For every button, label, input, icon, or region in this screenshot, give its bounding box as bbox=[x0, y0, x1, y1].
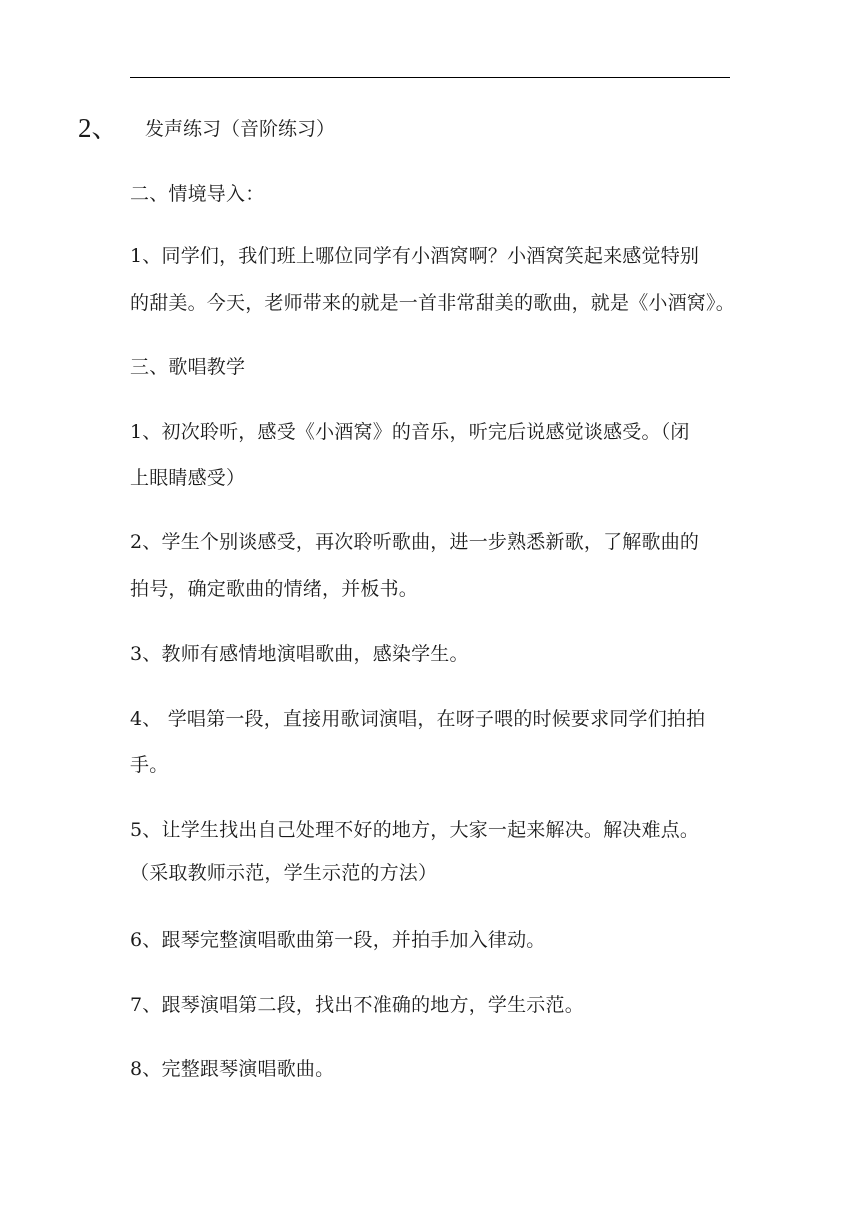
paragraph-line: 1、同学们，我们班上哪位同学有小酒窝啊？小酒窝笑起来感觉特别 bbox=[130, 245, 700, 267]
paragraph-line: 1、初次聆听，感受《小酒窝》的音乐，听完后说感觉谈感受。（闭 bbox=[130, 421, 690, 443]
paragraph-line: 拍号，确定歌曲的情绪，并板书。 bbox=[130, 578, 419, 600]
section-title: 发声练习（音阶练习） bbox=[145, 118, 336, 140]
paragraph-line: 3、教师有感情地演唱歌曲，感染学生。 bbox=[130, 643, 469, 665]
paragraph-line: 8、完整跟琴演唱歌曲。 bbox=[130, 1058, 335, 1080]
paragraph-line: （采取教师示范，学生示范的方法） bbox=[130, 862, 438, 884]
paragraph-line: 6、跟琴完整演唱歌曲第一段，并拍手加入律动。 bbox=[130, 929, 546, 951]
paragraph-line: 2、学生个别谈感受，再次聆听歌曲，进一步熟悉新歌，了解歌曲的 bbox=[130, 531, 700, 553]
heading-situation-intro: 二、情境导入： bbox=[130, 183, 265, 205]
section-number: 2、 bbox=[78, 113, 119, 143]
paragraph-line: 的甜美。今天，老师带来的就是一首非常甜美的歌曲，就是《小酒窝》。 bbox=[130, 292, 735, 314]
paragraph-line: 手。 bbox=[130, 754, 169, 776]
paragraph-line: 上眼睛感受） bbox=[130, 467, 246, 489]
paragraph-line: 5、让学生找出自己处理不好的地方，大家一起来解决。解决难点。 bbox=[130, 819, 700, 841]
paragraph-line: 4、 学唱第一段，直接用歌词演唱，在呀子喂的时候要求同学们拍拍 bbox=[130, 708, 706, 730]
header-rule bbox=[130, 77, 730, 78]
paragraph-line: 7、跟琴演唱第二段，找出不准确的地方，学生示范。 bbox=[130, 994, 584, 1016]
heading-singing-teaching: 三、歌唱教学 bbox=[130, 356, 246, 378]
